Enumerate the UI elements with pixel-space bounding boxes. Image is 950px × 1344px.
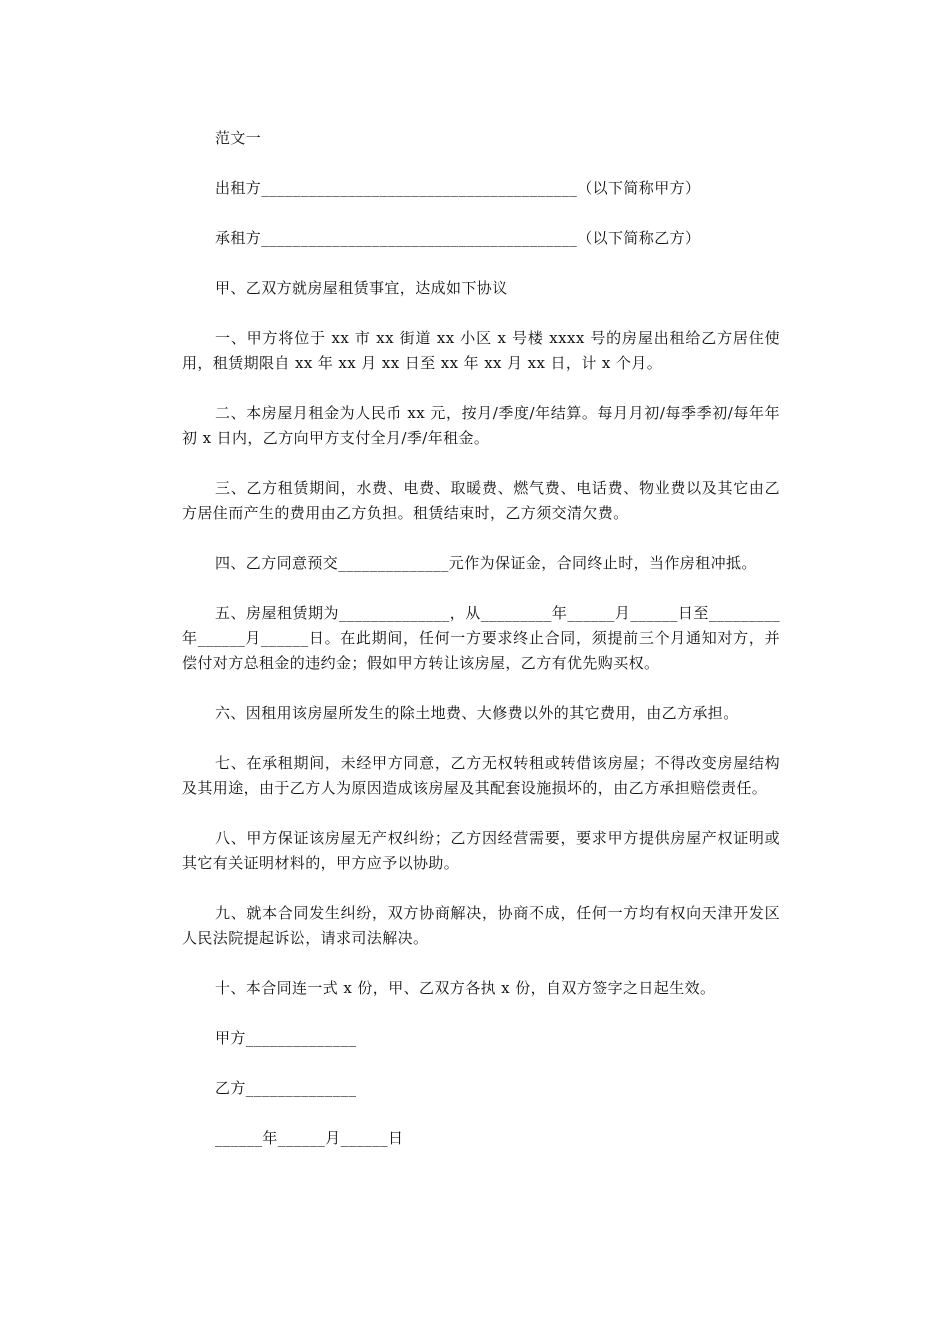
document-body bbox=[182, 126, 780, 1176]
lessee-line: 承租方________________________________________（以下简称乙方） bbox=[215, 229, 701, 247]
party-b-signature-line: 乙方______________ bbox=[215, 1079, 357, 1097]
agreement-intro: 甲、乙双方就房屋租赁事宜，达成如下协议 bbox=[215, 279, 508, 297]
lessor-line: 出租方________________________________________（以下简称甲方） bbox=[215, 179, 701, 197]
clause-9: 九、就本合同发生纠纷，双方协商解决，协商不成，任何一方均有权向天津开发区人民法院提起诉讼，请求司法解决。 bbox=[182, 904, 780, 947]
clause-2: 二、本房屋月租金为人民币 xx 元，按月/季度/年结算。每月月初/每季季初/每年年初 x 日内，乙方向甲方支付全月/季/年租金。 bbox=[182, 404, 780, 447]
document-heading: 范文一 bbox=[215, 129, 262, 147]
clause-5: 五、房屋租赁期为______________，从_________年______月______日至_________年______月______日。在此期间，任何一方要求终止合同，须提前三个月通知对方，并偿付对方总租金的违约金；假如甲方转让该房屋，乙方有优先购买权。 bbox=[182, 604, 780, 672]
clause-6: 六、因租用该房屋所发生的除土地费、大修费以外的其它费用，由乙方承担。 bbox=[215, 704, 739, 722]
clause-10: 十、本合同连一式 x 份，甲、乙双方各执 x 份，自双方签字之日起生效。 bbox=[215, 979, 716, 997]
clause-7: 七、在承租期间，未经甲方同意，乙方无权转租或转借该房屋；不得改变房屋结构及其用途，由于乙方人为原因造成该房屋及其配套设施损坏的，由乙方承担赔偿责任。 bbox=[182, 754, 780, 797]
clause-8: 八、甲方保证该房屋无产权纠纷；乙方因经营需要，要求甲方提供房屋产权证明或其它有关证明材料的，甲方应予以协助。 bbox=[182, 829, 780, 872]
party-a-signature-line: 甲方______________ bbox=[215, 1029, 357, 1047]
clause-1: 一、甲方将位于 xx 市 xx 街道 xx 小区 x 号楼 xxxx 号的房屋出租给乙方居住使用，租赁期限自 xx 年 xx 月 xx 日至 xx 年 xx 月 xx 日，计 x 个月。 bbox=[182, 329, 780, 372]
clause-4: 四、乙方同意预交______________元作为保证金，合同终止时，当作房租冲抵。 bbox=[215, 554, 757, 572]
signing-date-line: ______年______月______日 bbox=[215, 1129, 404, 1147]
clause-3: 三、乙方租赁期间，水费、电费、取暖费、燃气费、电话费、物业费以及其它由乙方居住而产生的费用由乙方负担。租赁结束时，乙方须交清欠费。 bbox=[182, 479, 780, 522]
